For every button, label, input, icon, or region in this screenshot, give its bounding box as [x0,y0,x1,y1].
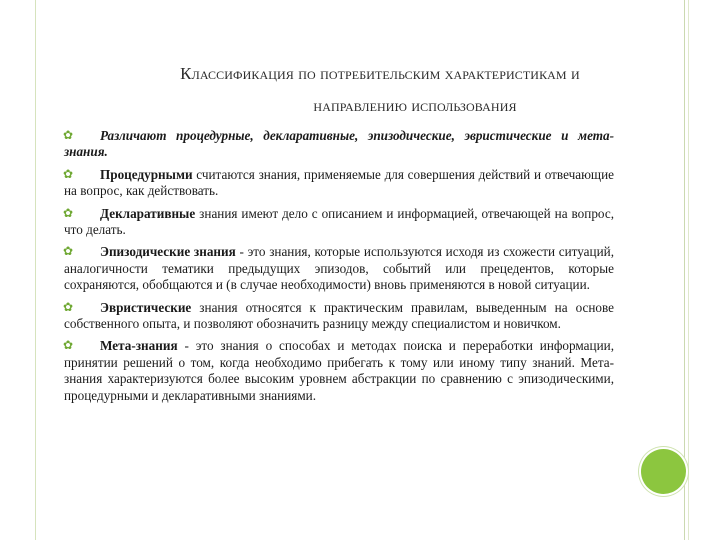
list-item [64,167,614,200]
list-item-bold: Мета-знания [100,338,178,354]
list-item-bold: Эпизодические знания [100,244,236,260]
list-item-bold: Процедурными [100,166,193,182]
flower-bullet-icon: ✿ [63,244,74,259]
list-item [64,206,614,239]
list-item-bold: Декларативные [100,205,196,221]
list-item-text [64,300,614,333]
slide-title-line-2: направлению использования [313,96,517,115]
slide-content [64,128,614,410]
list-item-text [64,128,614,161]
list-item [64,300,614,333]
list-item-bold: Эвристические [100,299,192,315]
list-item-body: знания относятся к практическим правилам, выведенным на основе собственного опыта, и позволяют обозначить разницу между специалистом и новичком. [64,299,614,332]
list-item-text [64,206,614,239]
list-item-body: считаются знания, применяемые для совершения действий и отвечающие на вопрос, как действовать. [64,166,614,199]
list-item-text [64,167,614,200]
slide-title [60,58,700,122]
flower-bullet-icon: ✿ [63,128,74,142]
list-item-body: - это знания о способах и методах поиска и переработки информации, принятии решений о том, когда необходимо прибегать к тому или иному типу знаний. Мета-знания характеризуются более высоким уровнем абстракции по сравнению с эпизодическими, процедурными и декларативными знаниями. [64,338,614,403]
list-item [64,128,614,161]
list-item [64,244,614,293]
green-circle-decoration [641,449,686,494]
list-item [64,338,614,404]
list-item-body: - это знания, которые используются исходя из схожести ситуаций, аналогичности тематики предыдущих эпизодов, событий или прецедентов, которые сохраняются, обобщаются и (в случае необходимости) вновь применяются в новой ситуации. [64,244,614,293]
slide-title-line-1: Классификация по потребительским характеристикам и [180,64,580,83]
slide-frame-left-line [35,0,36,540]
list-item-text [64,244,614,293]
list-item-bold: Различают процедурные, декларативные, эпизодические, эвристические и мета-знания. [64,128,614,160]
flower-bullet-icon: ✿ [63,299,74,314]
flower-bullet-icon: ✿ [63,166,74,181]
list-item-body: знания имеют дело с описанием и информацией, отвечающей на вопрос, что делать. [64,205,614,238]
flower-bullet-icon: ✿ [63,205,74,220]
list-item-text [64,338,614,404]
flower-bullet-icon: ✿ [63,338,74,353]
